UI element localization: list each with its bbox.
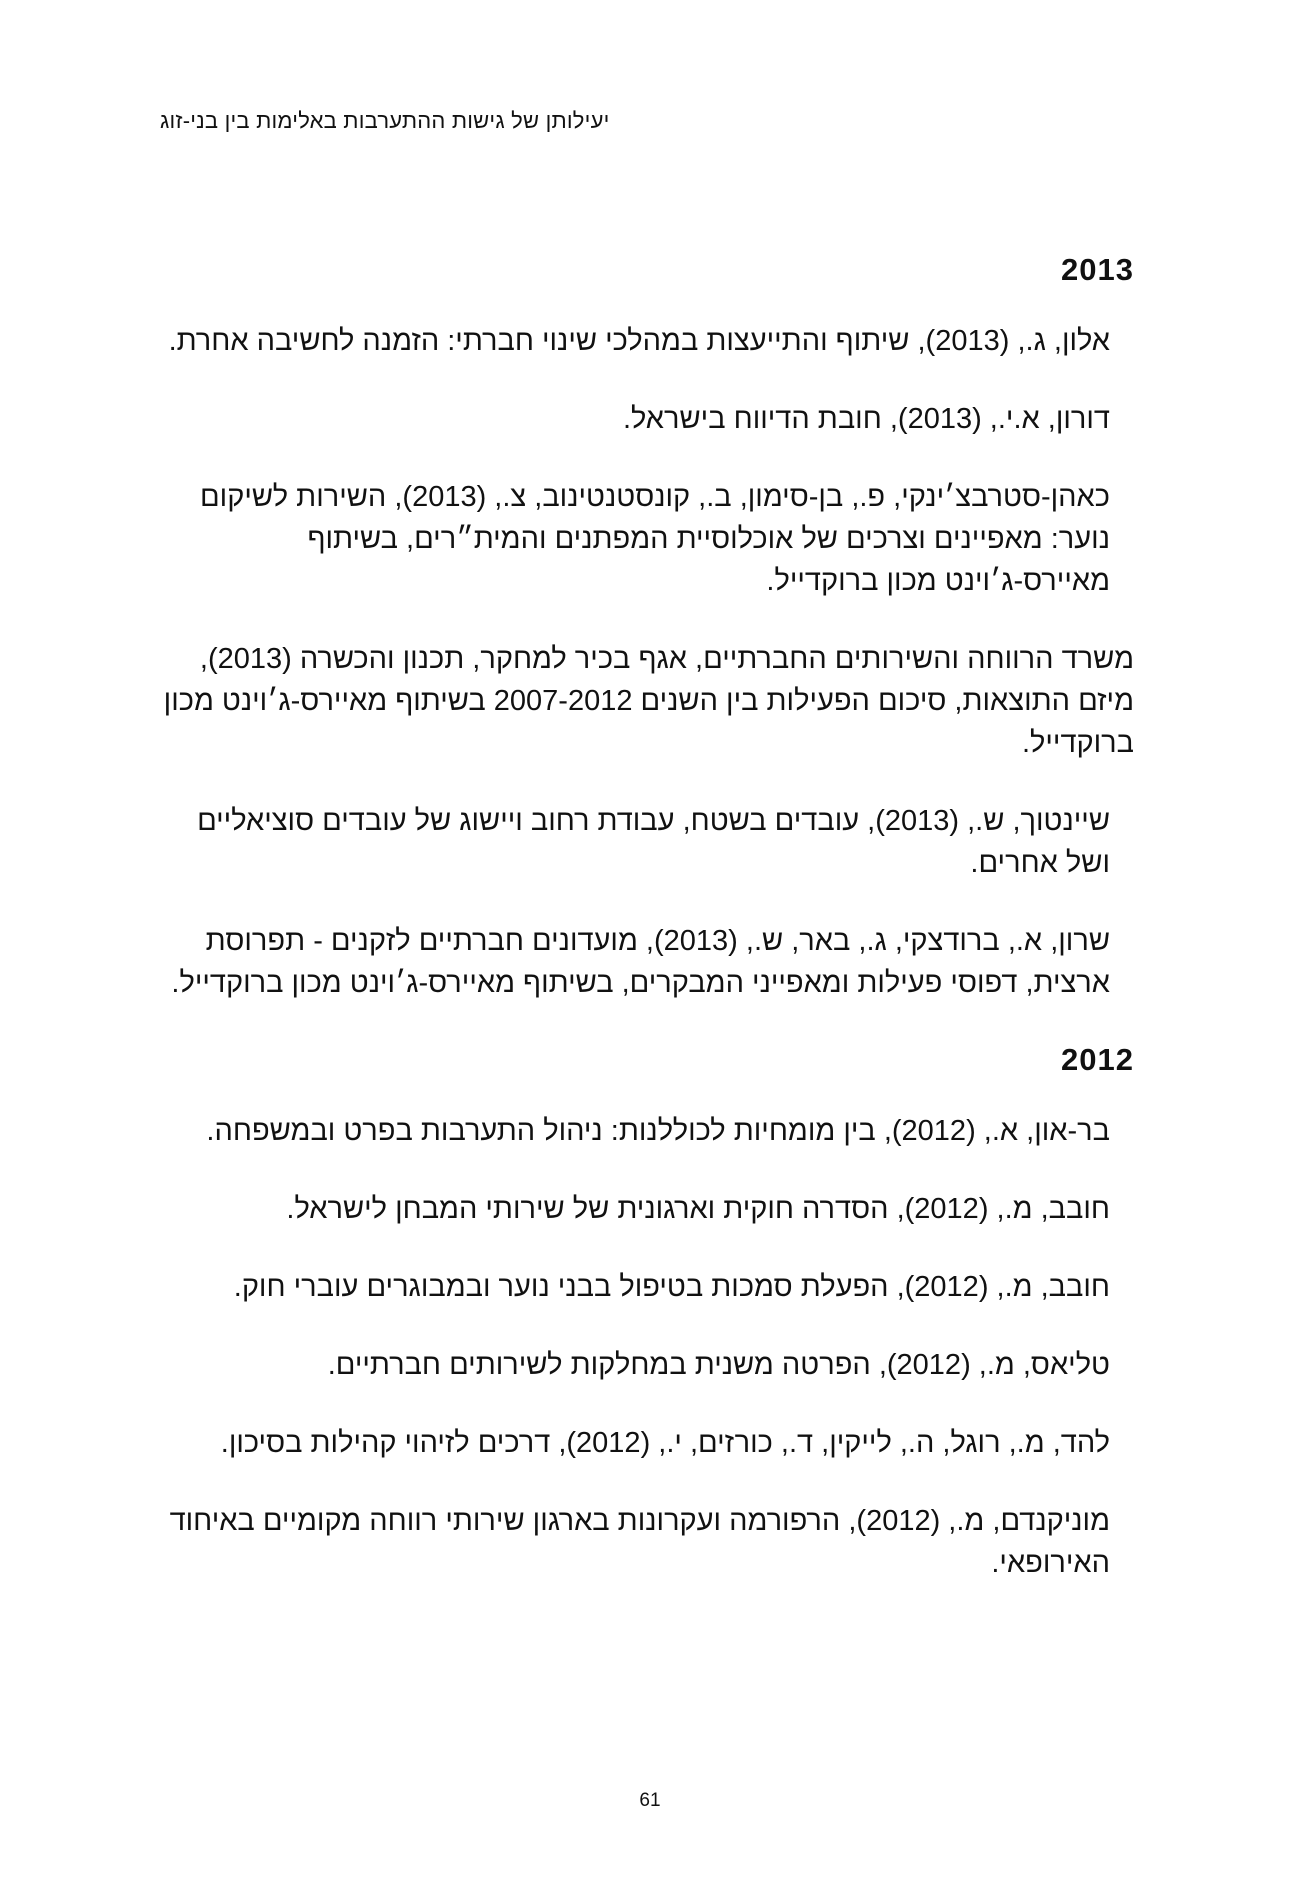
bibliography [160,250,1134,1620]
section-2012 [160,1040,1134,1584]
reference-entry: כאהן-סטרבצ׳ינקי, פ., בן-סימון, ב., קונסטנטינוב, צ., (2013), השירות לשיקום נוער: מאפיינים וצרכים של אוכלוסיית המפתנים והמית״רים, בשיתוף מאיירס-ג׳וינט מכון ברוקדייל. [200,481,1110,597]
reference-entry: דורון, א.י., (2013), חובת הדיווח בישראל. [622,403,1110,435]
reference-list [160,320,1134,1004]
section-2013 [160,250,1134,1004]
reference-entry: שרון, א., ברודצקי, ג., באר, ש., (2013), מועדונים חברתיים לזקנים - תפרוסת ארצית, דפוסי פעילות ומאפייני המבקרים, בשיתוף מאיירס-ג׳וינט מכון ברוקדייל. [171,925,1110,999]
reference-entry: אלון, ג., (2013), שיתוף והתייעצות במהלכי שינוי חברתי: הזמנה לחשיבה אחרת. [168,325,1110,357]
section-year-heading: 2012 [1061,1042,1134,1077]
page-number: 61 [639,1790,661,1811]
reference-entry: בר-און, א., (2012), בין מומחיות לכוללנות: ניהול התערבות בפרט ובמשפחה. [206,1115,1110,1147]
reference-entry: מוניקנדם, מ., (2012), הרפורמה ועקרונות בארגון שירותי רווחה מקומיים באיחוד האירופאי. [169,1505,1110,1579]
reference-entry: משרד הרווחה והשירותים החברתיים, אגף בכיר למחקר, תכנון והכשרה (2013), מיזם התוצאות, סיכום הפעילות בין השנים 2007-2012 בשיתוף מאיירס-ג׳וינט מכון ברוקדייל. [163,643,1134,759]
reference-entry: חובב, מ., (2012), הסדרה חוקית וארגונית של שירותי המבחן לישראל. [286,1193,1110,1225]
reference-list [160,1110,1110,1584]
reference-entry: להד, מ., רוגל, ה., לייקין, ד., כורזים, י., (2012), דרכים לזיהוי קהילות בסיכון. [220,1427,1110,1459]
section-year-heading: 2013 [1061,252,1134,287]
reference-entry: טליאס, מ., (2012), הפרטה משנית במחלקות לשירותים חברתיים. [327,1349,1110,1381]
reference-entry: שיינטוך, ש., (2013), עובדים בשטח, עבודת רחוב ויישוג של עובדים סוציאליים ושל אחרים. [197,805,1110,879]
running-header: יעילותן של גישות ההתערבות באלימות בין בני-זוג [160,108,610,133]
reference-entry: חובב, מ., (2012), הפעלת סמכות בטיפול בבני נוער ובמבוגרים עוברי חוק. [233,1271,1110,1303]
